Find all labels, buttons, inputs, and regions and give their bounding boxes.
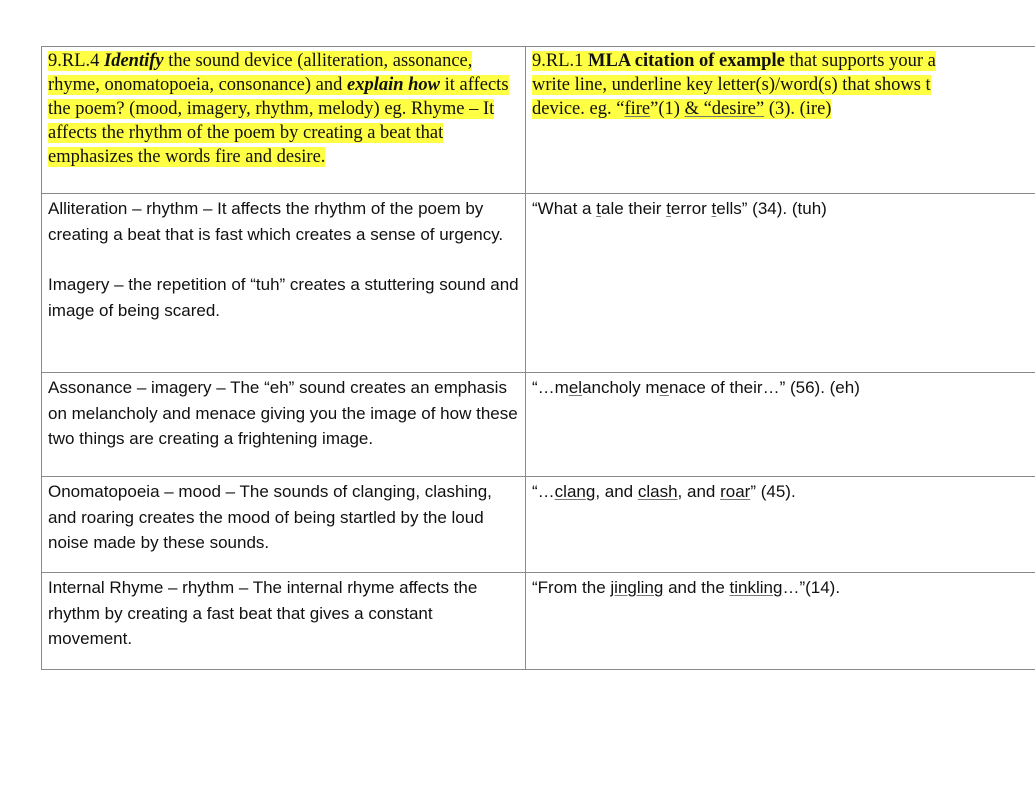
quote-text: …”(14). (782, 578, 841, 597)
standard-code: 9.RL.4 (48, 51, 100, 71)
header-text: that supports your a (784, 51, 936, 71)
device-explanation-cell (42, 373, 526, 477)
underlined-letter: t (666, 199, 671, 218)
quote-text: ancholy m (582, 378, 660, 397)
header-cell-identify (42, 47, 526, 194)
underlined-letter: t (596, 199, 601, 218)
header-text: device. eg. “ (532, 99, 625, 119)
explanation-text: Alliteration – rhythm – It affects the rhythm of the poem by creating a beat that is fast which creates a sense of urgency. (48, 199, 504, 244)
citation-cell (526, 573, 1035, 670)
quote-text: , and (595, 482, 638, 501)
quote-text: “…m (532, 378, 569, 397)
citation-keyword: MLA citation of example (588, 51, 785, 71)
quote-text: error (670, 199, 712, 218)
device-explanation-cell (42, 194, 526, 373)
quote-text: nace of their…” (56). (eh) (669, 378, 860, 397)
quote-text: “From the (532, 578, 611, 597)
explanation-text: Imagery – the repetition of “tuh” creates a stuttering sound and image of being scared. (48, 275, 519, 320)
device-explanation-cell (42, 477, 526, 573)
sound-device-table (41, 46, 1035, 670)
explanation-text: Onomatopoeia – mood – The sounds of clanging, clashing, and roaring creates the mood of being startled by the loud noise made by these sounds. (48, 482, 492, 552)
explanation-text: Assonance – imagery – The “eh” sound creates an emphasis on melancholy and menace giving you the image of how these two things are creating a frightening image. (48, 378, 518, 448)
underlined-word: jingling (610, 578, 664, 597)
quote-text: ” (45). (750, 482, 796, 501)
underlined-letter: el (568, 378, 583, 397)
device-explanation-cell (42, 573, 526, 670)
standard-code: 9.RL.1 (532, 51, 589, 71)
header-text: it affects the poem? (mood, imagery, rhythm, melody) eg. Rhyme – It affects the rhythm of the poem by creating a beat that emphasizes the words fire and desire. (48, 75, 509, 167)
header-text: ”(1) (650, 99, 685, 119)
table-row (42, 194, 1035, 373)
header-cell-citation (526, 47, 1035, 194)
quote-text: ale their (600, 199, 667, 218)
table-row (42, 477, 1035, 573)
table-row (42, 373, 1035, 477)
header-row (42, 47, 1035, 194)
underlined-word: & “desire” (684, 99, 765, 119)
header-text: the sound device (alliteration, assonance, rhyme, onomatopoeia, consonance) and (48, 51, 473, 95)
underlined-letter: e (659, 378, 670, 397)
citation-cell (526, 373, 1035, 477)
table-row (42, 573, 1035, 670)
quote-text: “What a (532, 199, 597, 218)
quote-text: , and (677, 482, 721, 501)
underlined-word: clang (554, 482, 596, 501)
underlined-word: clash (637, 482, 678, 501)
quote-text: and the (663, 578, 730, 597)
underlined-word: fire (624, 99, 651, 119)
header-text: write line, underline key letter(s)/word(s) that shows t (532, 75, 931, 95)
explanation-text: Internal Rhyme – rhythm – The internal rhyme affects the rhythm by creating a fast beat that gives a constant movement. (48, 578, 478, 648)
quote-text: “… (532, 482, 555, 501)
underlined-word: tinkling (729, 578, 783, 597)
explain-keyword: explain how (346, 75, 441, 95)
underlined-word: roar (720, 482, 751, 501)
quote-text: ells” (34). (tuh) (716, 199, 827, 218)
header-text: (3). (ire) (764, 99, 832, 119)
identify-keyword: Identify (104, 51, 164, 71)
citation-cell (526, 194, 1035, 373)
underlined-letter: t (711, 199, 717, 218)
citation-cell (526, 477, 1035, 573)
